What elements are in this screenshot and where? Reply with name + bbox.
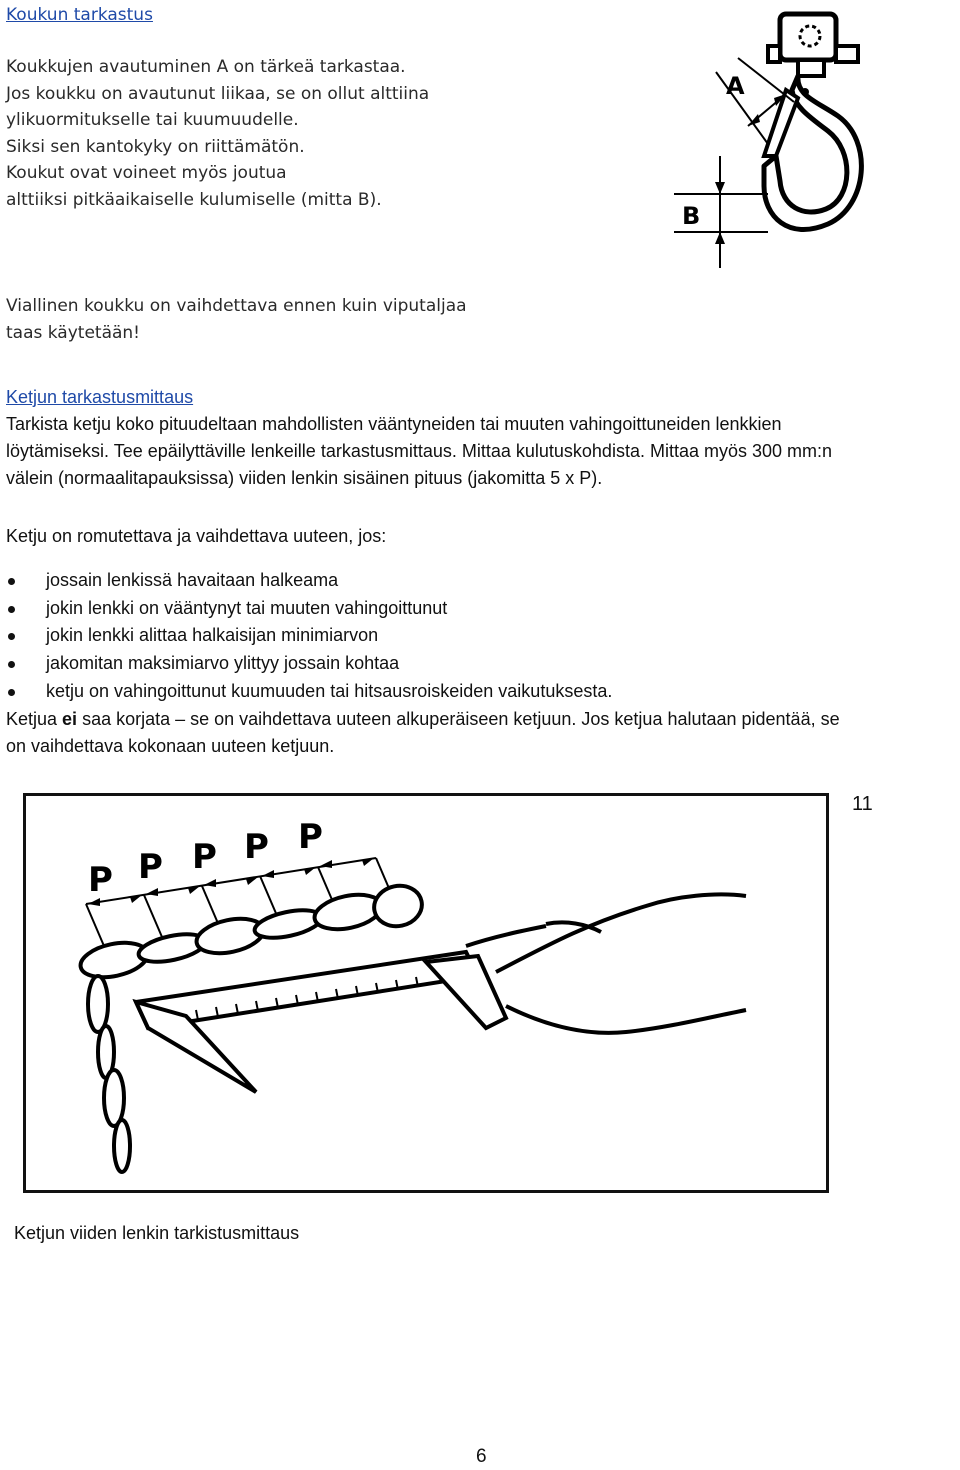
hook-paragraph-line: ylikuormitukselle tai kuumuudelle. <box>6 110 299 130</box>
hook-warning-line: Viallinen koukku on vaihdettava ennen kuin viputaljaa <box>6 296 467 316</box>
pitch-label: P <box>138 847 163 887</box>
hook-paragraph-line: Koukut ovat voineet myös joutua <box>6 163 287 183</box>
chain-paragraph-line: välein (normaalitapauksissa) viiden lenkin sisäinen pituus (jakomitta 5 x P). <box>6 468 603 488</box>
scrap-intro: Ketju on romutettava ja vaihdettava uuteen, jos: <box>6 526 387 546</box>
pitch-label: P <box>192 837 217 877</box>
repair-note-emphasis: ei <box>62 709 78 729</box>
list-item <box>6 595 906 623</box>
hook-paragraph-line: Jos koukku on avautunut liikaa, se on ollut alttiina <box>6 83 430 104</box>
repair-note-text: saa korjata – se on vaihdettava uuteen alkuperäiseen ketjuun. Jos ketjua halutaan pidentää, se <box>77 709 840 729</box>
hook-paragraph-line: Koukkujen avautuminen A on tärkeä tarkastaa. <box>6 57 406 77</box>
chain-section-title: Ketjun tarkastusmittaus <box>6 387 194 407</box>
scrap-criteria-list <box>6 567 906 705</box>
repair-note <box>6 706 956 760</box>
bullet-icon <box>8 633 15 640</box>
pitch-label: P <box>88 860 113 900</box>
page-number: 6 <box>476 1446 487 1467</box>
figure-number: 11 <box>852 793 873 815</box>
repair-note-line <box>6 706 956 733</box>
list-item-text: jokin lenkki alittaa halkaisijan minimiarvon <box>46 625 379 646</box>
bullet-icon <box>8 689 15 696</box>
chain-paragraph-line: Tarkista ketju koko pituudeltaan mahdollisten vääntyneiden tai muuten vahingoittuneiden lenkkien <box>6 414 782 434</box>
hook-warning <box>6 293 606 346</box>
hook-paragraph-line: Siksi sen kantokyky on riittämätön. <box>6 136 305 157</box>
list-item <box>6 678 906 706</box>
list-item-text: jokin lenkki on vääntynyt tai muuten vahingoittunut <box>46 597 448 618</box>
list-item-text: ketju on vahingoittunut kuumuuden tai hitsausroiskeiden vaikutuksesta. <box>46 680 613 701</box>
figure-caption: Ketjun viiden lenkin tarkistusmittaus <box>14 1223 300 1243</box>
pitch-label: P <box>244 827 269 867</box>
chain-paragraph <box>6 411 956 492</box>
list-item <box>6 650 906 678</box>
bullet-icon <box>8 606 15 613</box>
list-item-text: jossain lenkissä havaitaan halkeama <box>46 570 339 590</box>
hook-illustration <box>668 6 880 274</box>
bullet-icon <box>8 578 15 585</box>
hook-paragraph <box>6 54 606 213</box>
list-item-text: jakomitan maksimiarvo ylittyy jossain kohtaa <box>46 653 400 674</box>
hook-section-title: Koukun tarkastus <box>6 5 153 25</box>
hook-label-a: A <box>726 72 745 100</box>
repair-note-line: on vaihdettava kokonaan uuteen ketjuun. <box>6 736 335 756</box>
hook-label-b: B <box>682 202 701 230</box>
hook-paragraph-line: alttiiksi pitkäaikaiselle kulumiselle (mitta B). <box>6 189 382 210</box>
bullet-icon <box>8 661 15 668</box>
chain-caliper-illustration <box>26 796 826 1190</box>
chain-measurement-figure <box>23 793 829 1193</box>
hook-warning-line: taas käytetään! <box>6 322 140 343</box>
repair-note-text: Ketjua <box>6 709 63 729</box>
pitch-label: P <box>298 817 323 857</box>
list-item <box>6 567 906 595</box>
chain-paragraph-line: löytämiseksi. Tee epäilyttäville lenkeille tarkastusmittaus. Mittaa kulutuskohdista. Mittaa myös 300 mm:n <box>6 441 833 461</box>
list-item <box>6 622 906 650</box>
